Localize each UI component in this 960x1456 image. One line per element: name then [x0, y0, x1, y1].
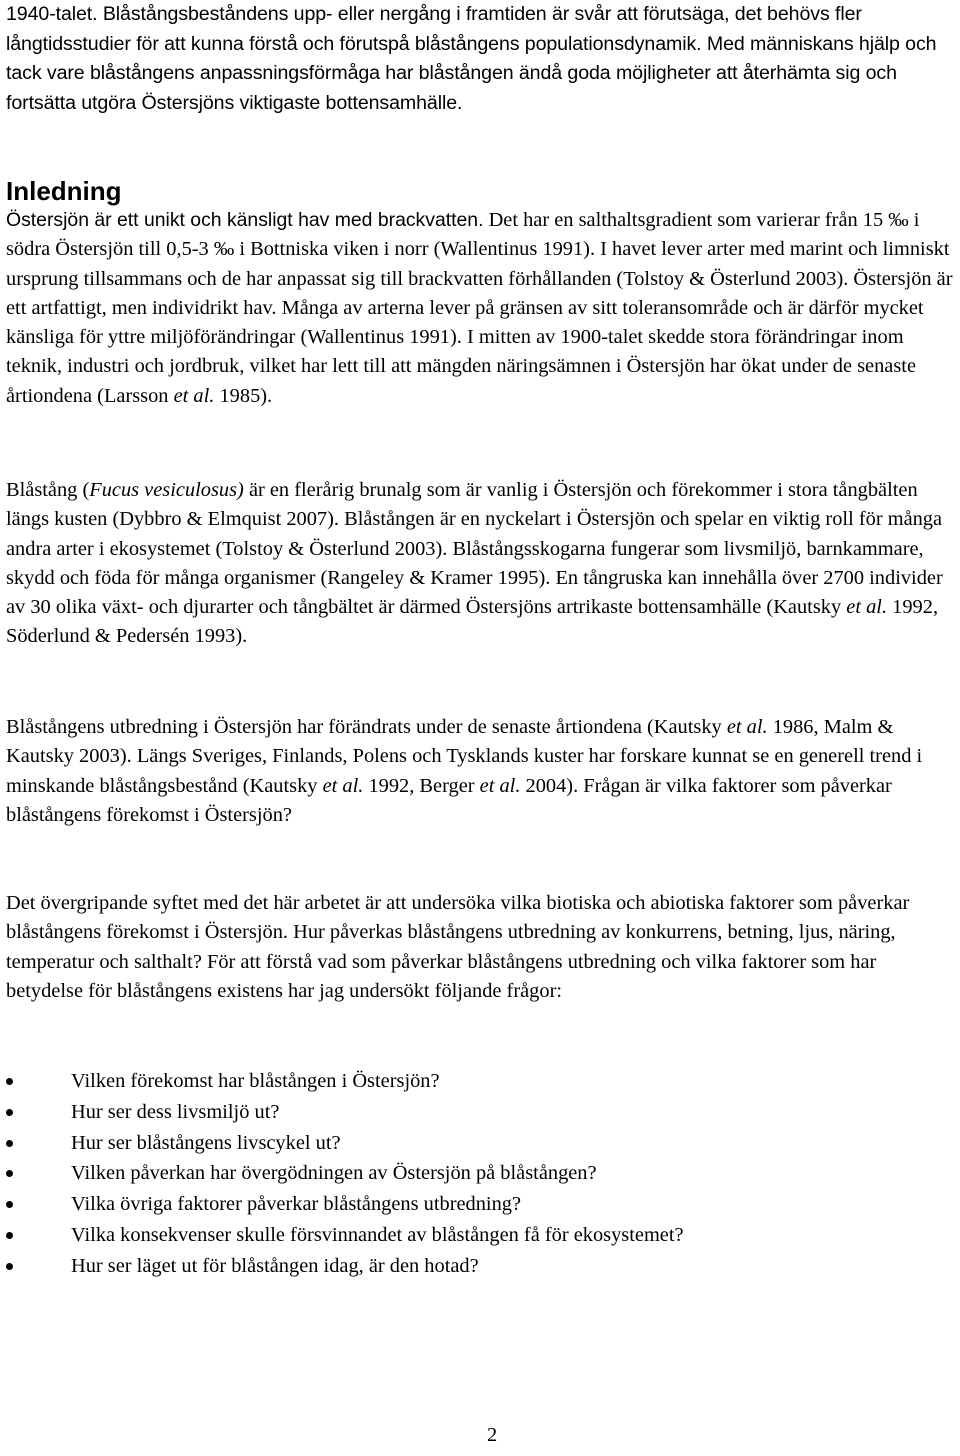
paragraph-3-text-c: 1992, Berger: [363, 774, 480, 797]
paragraph-2-end: 1992, Söderlund & Pedersén 1993).: [6, 596, 939, 648]
list-item-text: Vilka konsekvenser skulle försvinnandet av blåstången få för ekosystemet?: [71, 1223, 684, 1246]
list-item-text: Hur ser dess livsmiljö ut?: [71, 1100, 280, 1123]
et-al-citation: et al.: [846, 596, 888, 619]
page-number: 2: [487, 1424, 498, 1446]
paragraph-1-end: 1985).: [214, 384, 273, 407]
et-al-citation: et al.: [726, 716, 768, 738]
bullet-icon: [6, 1109, 13, 1116]
list-item-text: Vilka övriga faktorer påverkar blåstångens utbredning?: [71, 1193, 522, 1216]
list-item-text: Vilken förekomst har blåstången i Östersjön?: [71, 1070, 440, 1092]
intro-paragraph: 1940-talet. Blåstångsbeståndens upp- eller nergång i framtiden är svår att förutsäga, det behövs fler långtidsstudier för att kunna förstå och förutspå blåstångens populationsdynamik. Med människans hjälp och tack vare blåstångens anpassningsförmåga har blåstången ändå goda möjligheter att återhämta sig och fortsätta utgöra Östersjöns viktigaste bottensamhälle.: [6, 3, 937, 114]
bullet-icon: [6, 1140, 13, 1147]
bullet-icon: [6, 1170, 13, 1177]
question-list: [6, 1066, 684, 1282]
list-item: [6, 1097, 684, 1128]
bullet-icon: [6, 1232, 13, 1239]
paragraph-1-lead: Östersjön är ett unikt och känsligt hav med brackvatten.: [6, 209, 484, 231]
paragraph-3: [6, 713, 956, 830]
list-item: [6, 1128, 684, 1159]
paragraph-1-text: Det har en salthaltsgradient som varierar från 15 ‰ i södra Östersjön till 0,5-3 ‰ i Bottniska viken i norr (Wallentinus 1991). I havet lever arter med marint och limniskt ursprung tillsammans och de har anpassat sig till brackvatten förhållanden (Tolstoy & Österlund 2003). Östersjön är ett artfattigt, men individrikt hav. Många av arterna lever på gränsen av sitt toleransområde och är därför mycket känsliga för yttre miljöförändringar (Wallentinus 1991). I mitten av 1900-talet skedde stora förändringar inom teknik, industri och jordbruk, vilket har lett till att mängden näringsämnen i Östersjön har ökat under de senaste årtiondena (Larsson: [6, 209, 953, 407]
et-al-citation: et al.: [479, 774, 521, 797]
paragraph-1: [6, 206, 956, 411]
list-item: [6, 1189, 684, 1220]
species-name: Fucus vesiculosus): [89, 479, 244, 501]
section-heading: Inledning: [6, 176, 122, 206]
et-al-citation: et al.: [173, 384, 215, 407]
paragraph-3-end: 2004). Frågan är vilka faktorer som påverkar blåstångens förekomst i Östersjön?: [6, 774, 892, 826]
paragraph-2-start: Blåstång (: [6, 479, 90, 501]
paragraph-3-start: Blåstångens utbredning i Östersjön har förändrats under de senaste årtiondena (Kautsky: [6, 716, 727, 738]
list-item: [6, 1251, 684, 1282]
list-item: [6, 1066, 684, 1097]
list-item-text: Hur ser läget ut för blåstången idag, är den hotad?: [71, 1254, 479, 1277]
paragraph-2: [6, 476, 956, 652]
list-item-text: Hur ser blåstångens livscykel ut?: [71, 1131, 341, 1154]
list-item-text: Vilken påverkan har övergödningen av Östersjön på blåstången?: [71, 1162, 597, 1185]
document-page: [6, 0, 956, 1277]
et-al-citation: et al.: [322, 774, 364, 797]
bullet-icon: [6, 1078, 13, 1085]
paragraph-4: Det övergripande syftet med det här arbetet är att undersöka vilka biotiska och abiotiska faktorer som påverkar blåstångens förekomst i Östersjön. Hur påverkas blåstångens utbredning av konkurrens, betning, ljus, näring, temperatur och salthalt? För att förstå vad som påverkar blåstångens utbredning och vilka faktorer som har betydelse för blåstångens existens har jag undersökt följande frågor:: [6, 892, 910, 1002]
paragraph-2-text: är en flerårig brunalg som är vanlig i Östersjön och förekommer i stora tångbälten längs kusten (Dybbro & Elmquist 2007). Blåstången är en nyckelart i Östersjön och spelar en viktig roll för många andra arter i ekosystemet (Tolstoy & Österlund 2003). Blåstångsskogarna fungerar som livsmiljö, barnkammare, skydd och föda för många organismer (Rangeley & Kramer 1995). En tångruska kan innehålla över 2700 individer av 30 olika växt- och djurarter och tångbältet är därmed Östersjöns artrikaste bottensamhälle (Kautsky: [6, 479, 943, 619]
list-item: [6, 1158, 684, 1189]
bullet-icon: [6, 1201, 13, 1208]
list-item: [6, 1220, 684, 1251]
paragraph-3-text-b: 1986, Malm & Kautsky 2003). Längs Sveriges, Finlands, Polens och Tysklands kuster har forskare kunnat se en generell trend i minskande blåstångsbestånd (Kautsky: [6, 716, 923, 797]
bullet-icon: [6, 1263, 13, 1270]
